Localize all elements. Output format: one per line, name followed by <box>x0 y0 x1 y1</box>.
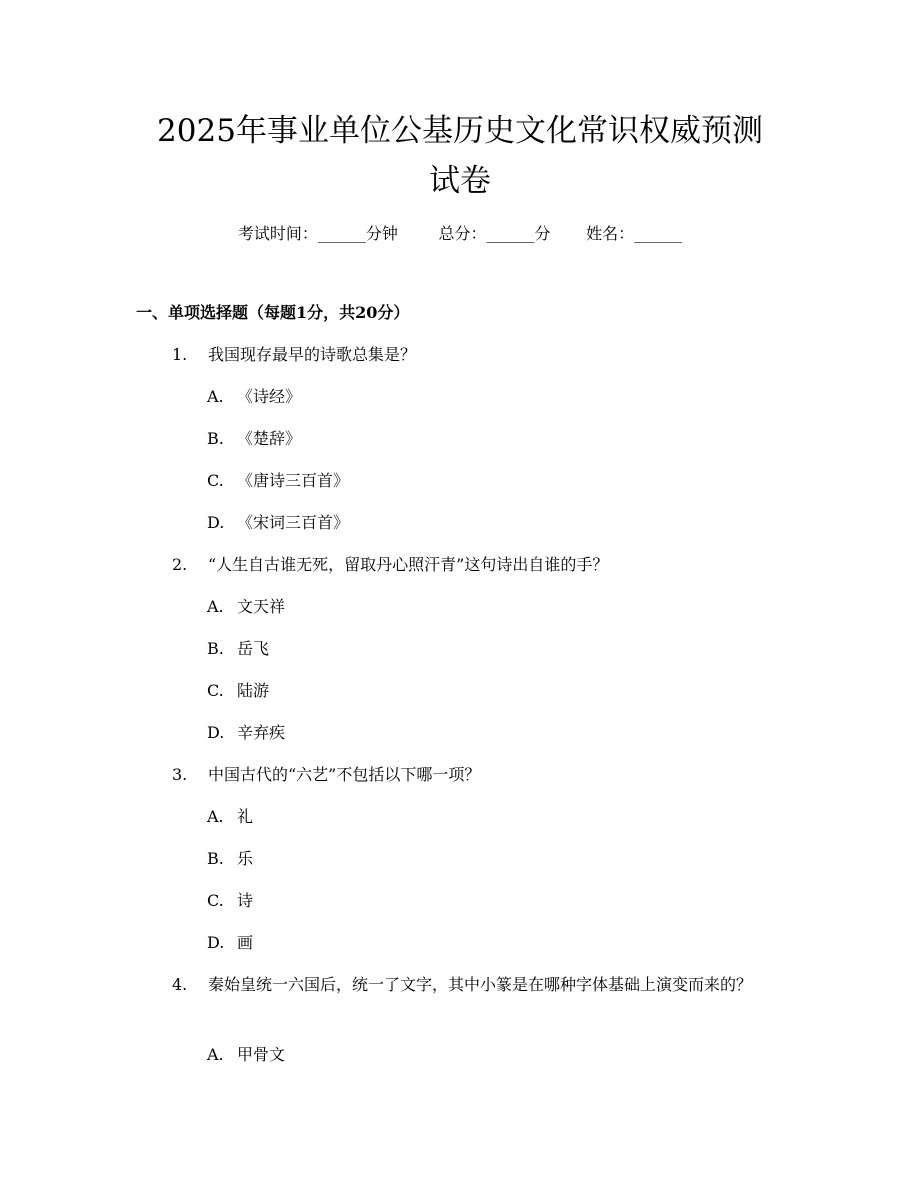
option-letter: B. <box>207 639 224 658</box>
question-number: 2. <box>172 555 188 574</box>
option-letter: C. <box>207 891 224 910</box>
section-heading: 一、单项选择题（每题1分，共20分） <box>136 303 410 322</box>
option-3d <box>207 931 253 955</box>
option-3a <box>207 805 253 829</box>
exam-meta <box>0 222 920 246</box>
question-text: 秦始皇统一六国后，统一了文字，其中小篆是在哪种字体基础上演变而来的？ <box>208 975 753 994</box>
question-number: 1. <box>172 345 188 364</box>
option-letter: D. <box>207 933 225 952</box>
question-number: 3. <box>172 765 188 784</box>
option-3b <box>207 847 253 871</box>
time-unit: 分钟 <box>365 224 398 243</box>
option-1d <box>207 511 349 535</box>
option-text: 陆游 <box>237 681 270 700</box>
option-1b <box>207 427 301 451</box>
question-3 <box>172 763 480 787</box>
document-title <box>130 106 790 206</box>
question-number: 4. <box>172 975 188 994</box>
option-letter: A. <box>207 597 224 616</box>
option-text: 甲骨文 <box>237 1045 286 1064</box>
option-letter: A. <box>207 807 224 826</box>
name-blank: ______ <box>634 224 683 243</box>
score-unit: 分 <box>534 224 551 243</box>
question-4 <box>136 971 796 999</box>
option-text: 《诗经》 <box>237 387 302 406</box>
option-text: 《唐诗三百首》 <box>237 471 350 490</box>
option-text: 辛弃疾 <box>237 723 286 742</box>
score-label: 总分： <box>438 224 487 243</box>
question-2 <box>172 553 608 577</box>
option-letter: A. <box>207 387 224 406</box>
option-text: 乐 <box>237 849 254 868</box>
option-1a <box>207 385 301 409</box>
option-4a <box>207 1043 285 1067</box>
option-2d <box>207 721 285 745</box>
option-text: 礼 <box>237 807 254 826</box>
option-text: 诗 <box>237 891 254 910</box>
option-text: 画 <box>237 933 254 952</box>
option-1c <box>207 469 349 493</box>
option-text: 文天祥 <box>237 597 286 616</box>
question-text: 我国现存最早的诗歌总集是？ <box>208 345 417 364</box>
title-line-1: 2025年事业单位公基历史文化常识权威预测 <box>157 113 763 149</box>
option-letter: B. <box>207 849 224 868</box>
question-text: 中国古代的“六艺”不包括以下哪一项？ <box>208 765 481 784</box>
question-1 <box>172 343 416 367</box>
title-line-2: 试卷 <box>429 163 491 199</box>
option-letter: C. <box>207 471 224 490</box>
name-label: 姓名： <box>586 224 635 243</box>
option-2c <box>207 679 269 703</box>
option-2a <box>207 595 285 619</box>
time-blank: ______ <box>317 224 366 243</box>
option-text: 《楚辞》 <box>237 429 302 448</box>
option-3c <box>207 889 253 913</box>
option-letter: C. <box>207 681 224 700</box>
score-blank: ______ <box>486 224 535 243</box>
option-text: 岳飞 <box>237 639 270 658</box>
option-letter: B. <box>207 429 224 448</box>
option-letter: A. <box>207 1045 224 1064</box>
option-letter: D. <box>207 513 225 532</box>
option-2b <box>207 637 269 661</box>
option-letter: D. <box>207 723 225 742</box>
question-text: “人生自古谁无死，留取丹心照汗青”这句诗出自谁的手？ <box>208 555 609 574</box>
option-text: 《宋词三百首》 <box>237 513 350 532</box>
time-label: 考试时间： <box>237 224 318 243</box>
